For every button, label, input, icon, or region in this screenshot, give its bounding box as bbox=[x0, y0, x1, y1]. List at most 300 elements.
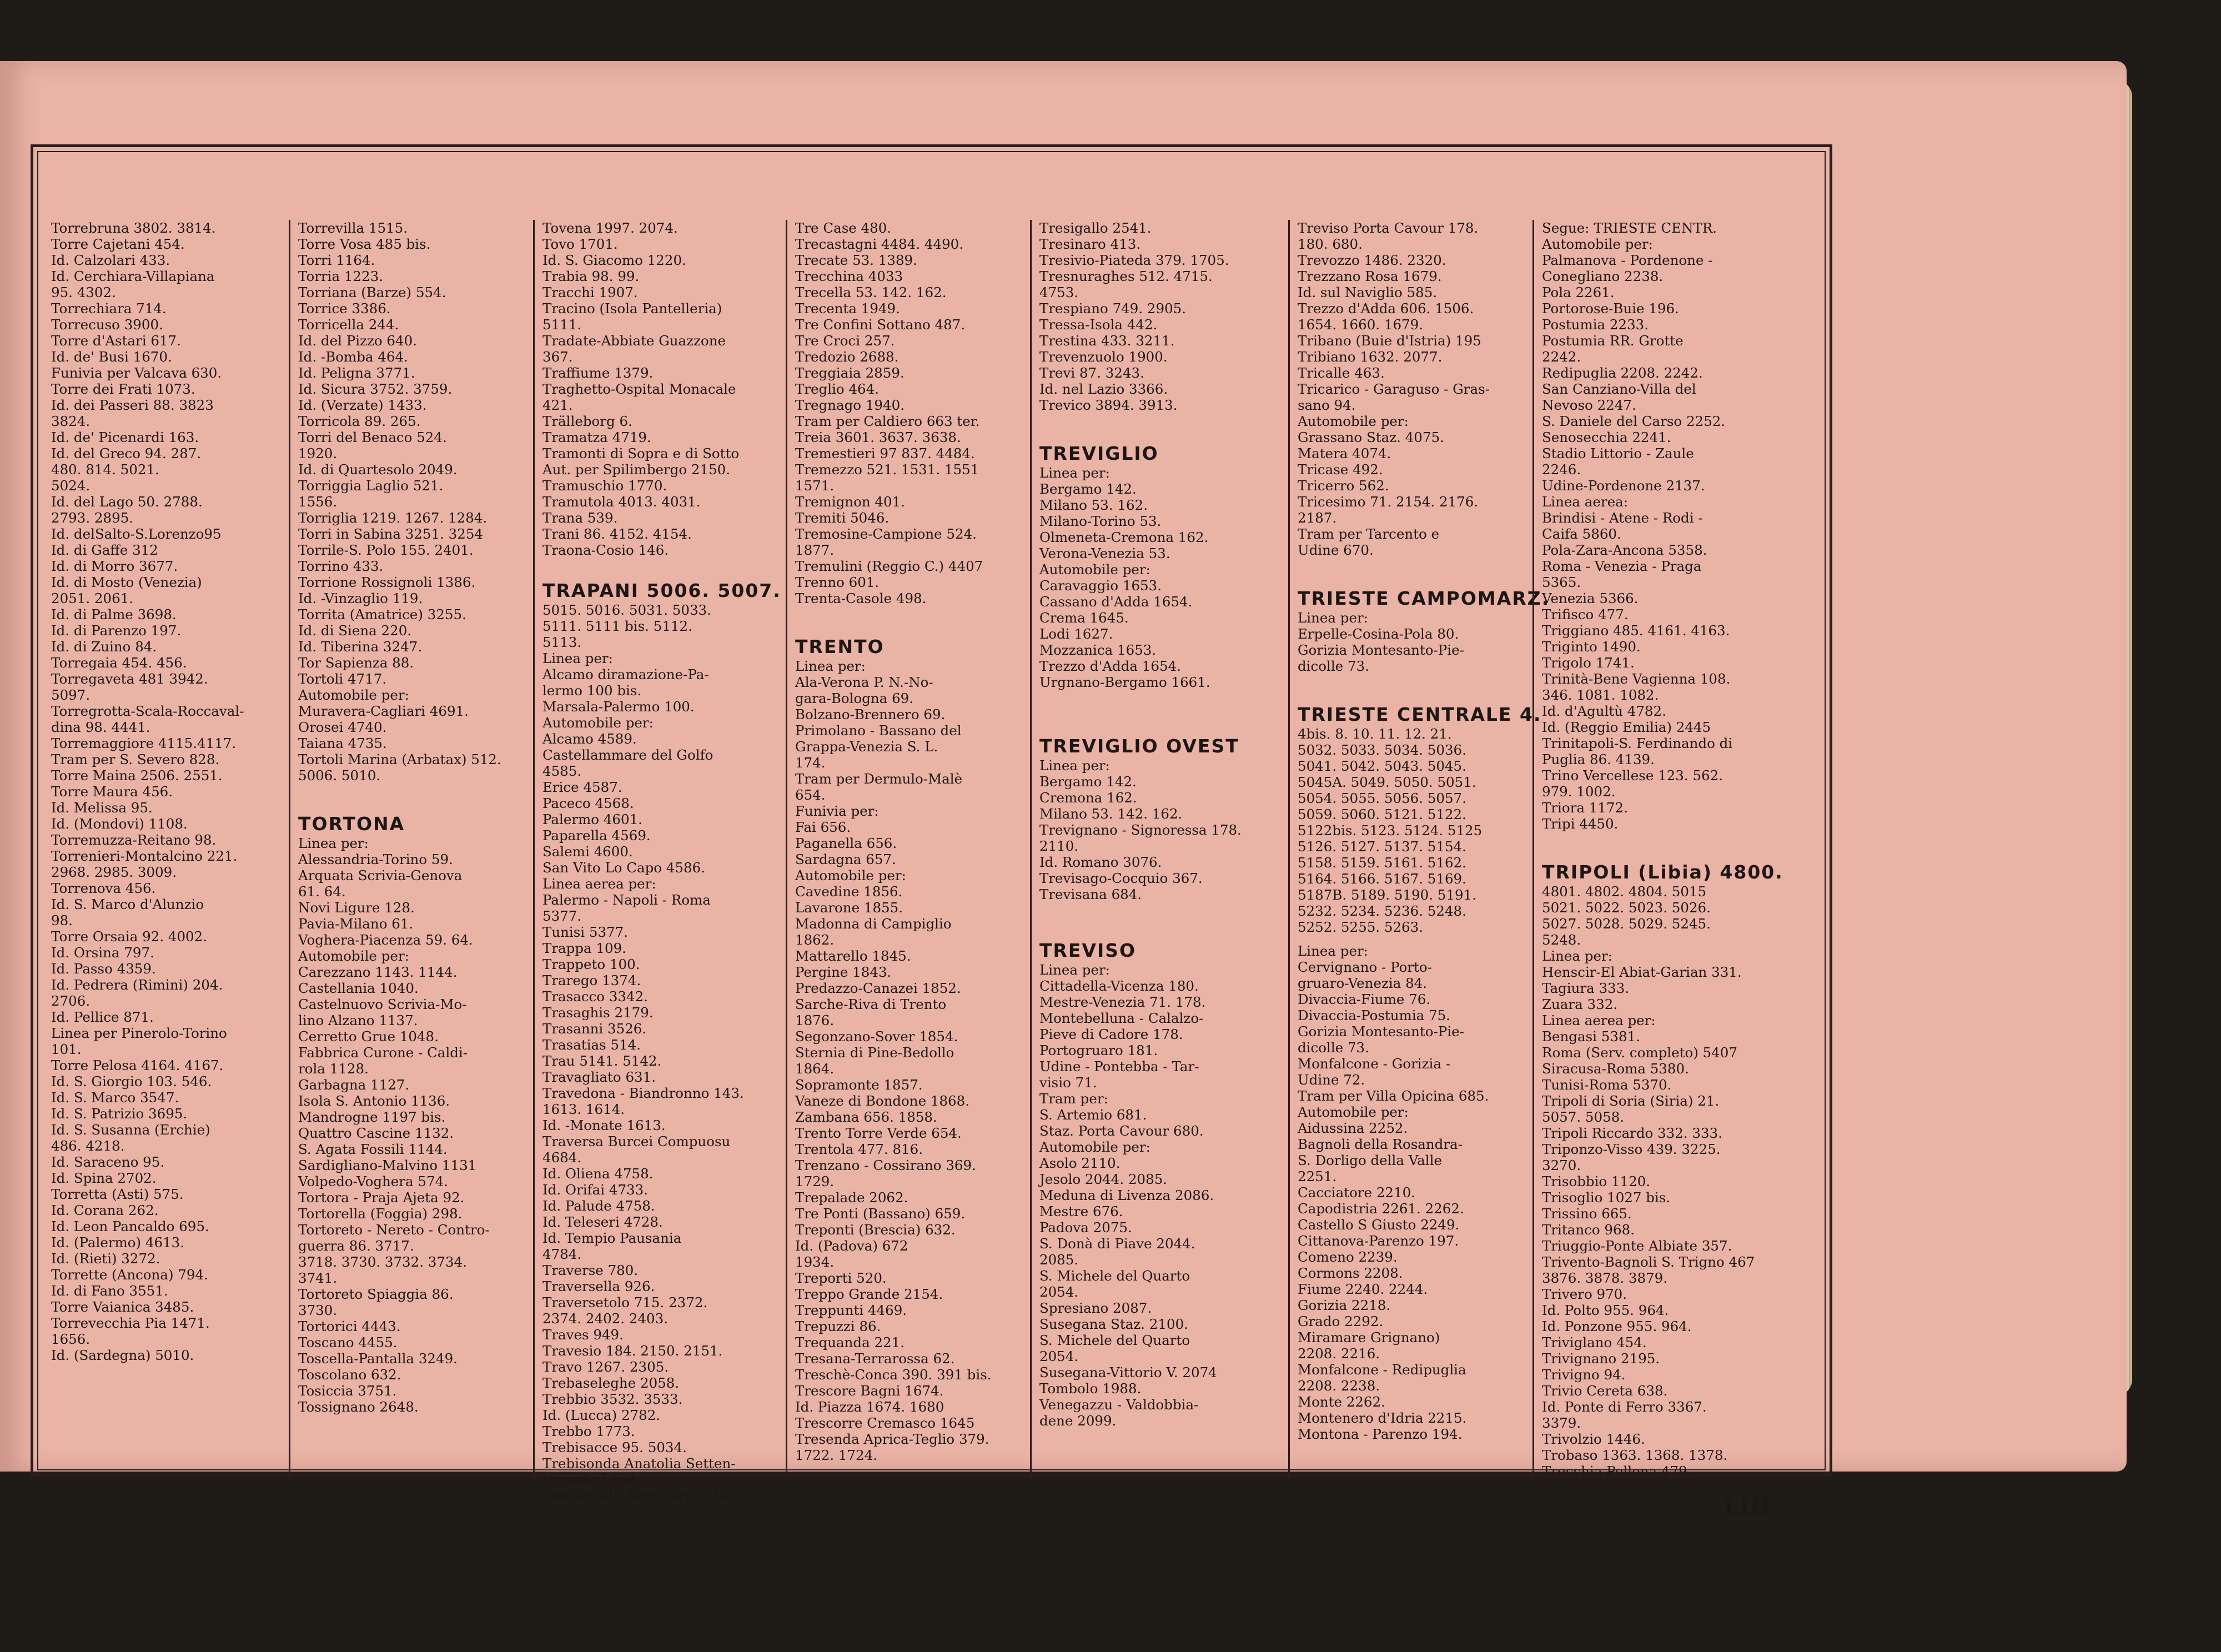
section-heading: TORTONA bbox=[298, 813, 405, 835]
index-entry: Id. Polto 955. 964. bbox=[1542, 1302, 1669, 1318]
index-entry: Travo 1267. 2305. bbox=[542, 1359, 669, 1375]
index-entry: Torremaggiore 4115.4117. bbox=[51, 735, 237, 751]
section-heading: TREVISO bbox=[1039, 940, 1137, 961]
index-entry: Torricella 244. bbox=[298, 317, 399, 333]
index-entry: Verona-Venezia 53. bbox=[1039, 545, 1170, 561]
index-entry: Trinitapoli-S. Ferdinando di bbox=[1542, 735, 1733, 751]
index-entry: Isola S. Antonio 1136. bbox=[298, 1093, 450, 1109]
index-entry: Montebelluna - Calalzo- bbox=[1039, 1010, 1204, 1026]
index-entry: Tre Croci 257. bbox=[795, 333, 895, 349]
index-entry: Automobile per: bbox=[298, 687, 409, 703]
index-entry: Tramatza 4719. bbox=[542, 429, 651, 445]
index-entry bbox=[795, 606, 1024, 614]
index-entry: Staz. Porta Cavour 680. bbox=[1039, 1123, 1204, 1139]
index-entry: Cremona 162. bbox=[1039, 790, 1137, 806]
index-entry: Trivignano 2195. bbox=[1542, 1350, 1660, 1367]
index-entry: S. Michele del Quarto bbox=[1039, 1268, 1190, 1284]
index-entry bbox=[1298, 674, 1527, 682]
index-entry: Udine 72. bbox=[1298, 1072, 1365, 1088]
index-entry: Trenta-Casole 498. bbox=[795, 590, 927, 606]
index-entry: Trivigno 94. bbox=[1542, 1367, 1626, 1383]
index-entry: Id. Tempio Pausania bbox=[542, 1230, 682, 1246]
index-entry: Id. Sicura 3752. 3759. bbox=[298, 381, 453, 397]
index-entry: Automobile per: bbox=[1298, 413, 1409, 429]
index-entry: Tre Ponti (Bassano) 659. bbox=[795, 1206, 966, 1222]
index-entry bbox=[298, 791, 527, 799]
index-entry: Trigolo 1741. bbox=[1542, 655, 1635, 671]
index-entry: Torricola 89. 265. bbox=[298, 413, 421, 429]
index-entry: Linea per: bbox=[542, 650, 613, 666]
index-entry: 1556. bbox=[298, 494, 338, 510]
index-entry: Trecenta 1949. bbox=[795, 300, 900, 317]
index-entry bbox=[1298, 682, 1527, 690]
index-entry: Padova 2075. bbox=[1039, 1219, 1132, 1236]
index-entry: Torri in Sabina 3251. 3254 bbox=[298, 526, 483, 542]
index-entry: Id. Passo 4359. bbox=[51, 961, 156, 977]
index-entry: S. Michele del Quarto bbox=[1039, 1332, 1190, 1348]
index-entry: Id. S. Giacomo 1220. bbox=[542, 252, 686, 268]
index-entry: 367. bbox=[542, 349, 573, 365]
index-entry: Castellammare del Golfo bbox=[542, 747, 713, 763]
index-entry: 98. bbox=[51, 912, 73, 928]
index-entry: Aidussina 2252. bbox=[1298, 1120, 1408, 1136]
index-entry: 2968. 2985. 3009. bbox=[51, 864, 177, 880]
index-entry: Trivio Cereta 638. bbox=[1542, 1383, 1668, 1399]
index-entry: 5122bis. 5123. 5124. 5125 bbox=[1298, 822, 1483, 838]
index-entry: 5365. bbox=[1542, 574, 1581, 590]
index-entry: Tor Sapienza 88. bbox=[298, 655, 414, 671]
index-entry: Arquata Scrivia-Genova bbox=[298, 867, 463, 883]
index-entry: 5232. 5234. 5236. 5248. bbox=[1298, 903, 1466, 919]
index-entry: Tossignano 2648. bbox=[298, 1399, 419, 1415]
index-entry: Tricarico - Garaguso - Gras- bbox=[1298, 381, 1490, 397]
index-entry: Olmeneta-Cremona 162. bbox=[1039, 529, 1209, 545]
index-entry: Trecate 53. 1389. bbox=[795, 252, 917, 268]
index-entry: Crema 1645. bbox=[1039, 610, 1129, 626]
index-entry: Tresinaro 413. bbox=[1039, 236, 1141, 252]
index-entry: Tremiti 5046. bbox=[795, 510, 890, 526]
index-entry: Paparella 4569. bbox=[542, 827, 651, 843]
index-entry: Spresiano 2087. bbox=[1039, 1300, 1152, 1316]
index-entry: Trevenzuolo 1900. bbox=[1039, 349, 1168, 365]
index-entry: Torria 1223. bbox=[298, 268, 383, 284]
index-entry: Trepuzzi 86. bbox=[795, 1318, 881, 1334]
index-entry: 5111. 5111 bis. 5112. bbox=[542, 618, 692, 634]
index-entry: Cassano d'Adda 1654. bbox=[1039, 594, 1193, 610]
index-entry: Linea per: bbox=[1039, 962, 1110, 978]
index-entry: 95. 4302. bbox=[51, 284, 116, 300]
index-entry: Conegliano 2238. bbox=[1542, 268, 1664, 284]
index-entry: 3270. bbox=[1542, 1157, 1581, 1173]
index-entry: Tunisi-Roma 5370. bbox=[1542, 1077, 1672, 1093]
index-entry: Id. di Parenzo 197. bbox=[51, 622, 182, 639]
index-entry: Tram per Villa Opicina 685. bbox=[1298, 1088, 1489, 1104]
index-entry: Trasatias 514. bbox=[542, 1037, 641, 1053]
index-entry: 480. 814. 5021. bbox=[51, 461, 159, 478]
index-entry: Id. Pedrera (Rimini) 204. bbox=[51, 977, 223, 993]
index-entry: Id. (Verzate) 1433. bbox=[298, 397, 427, 413]
index-entry: Zambana 656. 1858. bbox=[795, 1109, 937, 1125]
index-entry: Traffiume 1379. bbox=[542, 365, 654, 381]
index-entry: S. Agata Fossili 1144. bbox=[298, 1141, 448, 1157]
index-column bbox=[533, 220, 786, 1504]
index-entry: Fai 656. bbox=[795, 819, 851, 835]
index-entry: 2054. bbox=[1039, 1348, 1079, 1364]
index-entry: 4801. 4802. 4804. 5015 bbox=[1542, 883, 1707, 900]
index-entry: Torretta (Asti) 575. bbox=[51, 1186, 184, 1202]
index-entry: Trevisago-Cocquio 367. bbox=[1039, 870, 1203, 886]
index-entry: Zuara 332. bbox=[1542, 996, 1618, 1012]
index-entry: Treia 3601. 3637. 3638. bbox=[795, 429, 961, 445]
index-entry: Triggiano 485. 4161. 4163. bbox=[1542, 622, 1730, 639]
index-entry: Trasanni 3526. bbox=[542, 1021, 647, 1037]
index-entry bbox=[1298, 935, 1527, 943]
index-entry bbox=[1039, 918, 1283, 926]
index-entry: Cacciatore 2210. bbox=[1298, 1184, 1415, 1201]
index-entry: Henscir-El Abiat-Garian 331. bbox=[1542, 964, 1742, 980]
index-entry: Cervignano - Porto- bbox=[1298, 959, 1432, 975]
index-entry: Trevisana 684. bbox=[1039, 886, 1142, 902]
index-entry: Divaccia-Fiume 76. bbox=[1298, 991, 1431, 1007]
index-entry: Jesolo 2044. 2085. bbox=[1039, 1171, 1168, 1187]
index-entry: Torri del Benaco 524. bbox=[298, 429, 447, 445]
index-entry: 2187. bbox=[1298, 510, 1337, 526]
index-entry: Automobile per: bbox=[542, 715, 654, 731]
section-heading: TRIESTE CAMPOMARZ. bbox=[1298, 588, 1550, 609]
index-entry: Udine 670. bbox=[1298, 542, 1374, 558]
index-entry: Gorizia Montesanto-Pie- bbox=[1298, 1023, 1464, 1040]
index-entry: Trentola 477. 816. bbox=[795, 1141, 923, 1157]
index-entry: Id. -Bomba 464. bbox=[298, 349, 408, 365]
index-entry: 2110. bbox=[1039, 838, 1079, 854]
index-entry: Id. sul Naviglio 585. bbox=[1298, 284, 1438, 300]
index-entry: Mestre 676. bbox=[1039, 1203, 1123, 1219]
index-entry: Traves 949. bbox=[542, 1327, 624, 1343]
index-entry: Id. S. Marco 3547. bbox=[51, 1089, 179, 1106]
index-entry: Treglio 464. bbox=[795, 381, 879, 397]
index-entry: Portogruaro 181. bbox=[1039, 1042, 1158, 1058]
index-entry: Venezia 5366. bbox=[1542, 590, 1639, 606]
index-entry: Trento Torre Verde 654. bbox=[795, 1125, 962, 1141]
index-entry: Linea per: bbox=[795, 658, 866, 674]
index-entry: Meduna di Livenza 2086. bbox=[1039, 1187, 1214, 1203]
index-entry: Trenzano - Cossirano 369. bbox=[795, 1157, 976, 1173]
index-entry: Toscolano 632. bbox=[298, 1367, 401, 1383]
index-entry: Linea per: bbox=[1298, 943, 1368, 959]
index-entry: Torre Vaianica 3485. bbox=[51, 1299, 194, 1315]
index-entry: Treppunti 4469. bbox=[795, 1302, 907, 1318]
index-entry: Id. Piazza 1674. 1680 bbox=[795, 1399, 944, 1415]
index-entry: Trecella 53. 142. 162. bbox=[795, 284, 947, 300]
index-entry: Volpedo-Voghera 574. bbox=[298, 1173, 448, 1189]
index-entry: 3730. bbox=[298, 1302, 338, 1318]
index-entry: Torrevecchia Pia 1471. bbox=[51, 1315, 210, 1331]
index-entry: Tunisi 5377. bbox=[542, 924, 629, 940]
index-entry: Traversa Burcei Compuosu bbox=[542, 1133, 731, 1149]
index-entry: Id. di Zuino 84. bbox=[51, 639, 157, 655]
index-entry: Trälleborg 6. bbox=[542, 413, 632, 429]
index-entry: Tram per: bbox=[1039, 1091, 1108, 1107]
index-entry: Id. d'Agultù 4782. bbox=[1542, 703, 1666, 719]
index-entry: 5377. bbox=[542, 908, 582, 924]
section-heading: TREVIGLIO OVEST bbox=[1039, 735, 1239, 757]
index-entry: dicolle 73. bbox=[1298, 1040, 1369, 1056]
index-entry: Torriana (Barze) 554. bbox=[298, 284, 446, 300]
index-entry: 5126. 5127. 5137. 5154. bbox=[1298, 838, 1466, 855]
index-entry: TreCancelli-Seminario 2785 bbox=[542, 1488, 736, 1504]
section-heading: TRENTO bbox=[795, 636, 885, 657]
index-entry: Trezzo d'Adda 606. 1506. bbox=[1298, 300, 1474, 317]
index-entry: Torrione Rossignoli 1386. bbox=[298, 574, 476, 590]
index-entry: 5045A. 5049. 5050. 5051. bbox=[1298, 774, 1476, 790]
index-column bbox=[289, 220, 533, 1480]
index-entry: Capodistria 2261. 2262. bbox=[1298, 1201, 1464, 1217]
index-entry: Trevozzo 1486. 2320. bbox=[1298, 252, 1446, 268]
index-entry: Tram per Tarcento e bbox=[1298, 526, 1440, 542]
index-entry: S. Artemio 681. bbox=[1039, 1107, 1147, 1123]
index-entry: Id. de' Picenardi 163. bbox=[51, 429, 199, 445]
index-entry: gara-Bologna 69. bbox=[795, 690, 914, 706]
index-entry: San Canziano-Villa del bbox=[1542, 381, 1696, 397]
index-entry: Monte 2262. bbox=[1298, 1394, 1385, 1410]
index-entry: Udine - Pontebba - Tar- bbox=[1039, 1058, 1199, 1074]
index-entry: 5059. 5060. 5121. 5122. bbox=[1298, 806, 1466, 822]
index-entry: Traona-Cosio 146. bbox=[542, 542, 669, 558]
index-entry: Tortoli 4717. bbox=[298, 671, 387, 687]
index-entry: Tramutola 4013. 4031. bbox=[542, 494, 701, 510]
index-entry: Id. Tiberina 3247. bbox=[298, 639, 423, 655]
index-entry: Segonzano-Sover 1854. bbox=[795, 1028, 958, 1045]
index-entry: Id. S. Patrizio 3695. bbox=[51, 1106, 188, 1122]
index-entry: Trau 5141. 5142. bbox=[542, 1053, 662, 1069]
index-entry: Id. di Palme 3698. bbox=[51, 606, 177, 622]
index-entry: Tremulini (Reggio C.) 4407 bbox=[795, 558, 983, 574]
index-entry: Torregaveta 481 3942. bbox=[51, 671, 208, 687]
index-entry: Trescore Bagni 1674. bbox=[795, 1383, 944, 1399]
index-entry: Torre Pelosa 4164. 4167. bbox=[51, 1057, 224, 1073]
index-entry: Tortoreto - Nereto - Contro- bbox=[298, 1222, 490, 1238]
index-entry: Trevico 3894. 3913. bbox=[1039, 397, 1178, 413]
index-entry: Lodi 1627. bbox=[1039, 626, 1113, 642]
index-entry: Torregrotta-Scala-Roccaval- bbox=[51, 703, 244, 719]
index-entry: Milano-Torino 53. bbox=[1039, 513, 1162, 529]
index-entry: Torrebruna 3802. 3814. bbox=[51, 220, 216, 236]
index-entry: 5187B. 5189. 5190. 5191. bbox=[1298, 887, 1476, 903]
index-entry: Id. Spina 2702. bbox=[51, 1170, 157, 1186]
index-entry: Tre Case 480. bbox=[795, 220, 892, 236]
index-entry: Muravera-Cagliari 4691. bbox=[298, 703, 469, 719]
index-entry: Asolo 2110. bbox=[1039, 1155, 1120, 1171]
index-entry: Alcamo diramazione-Pa- bbox=[542, 666, 709, 682]
index-entry: Treggiaia 2859. bbox=[795, 365, 905, 381]
index-entry bbox=[1542, 832, 1821, 840]
index-entry: Sardagna 657. bbox=[795, 851, 896, 867]
index-entry: Tribiano 1632. 2077. bbox=[1298, 349, 1443, 365]
index-entry: Trifisco 477. bbox=[1542, 606, 1629, 622]
index-column bbox=[1532, 220, 1827, 1480]
index-entry: Travesio 184. 2150. 2151. bbox=[542, 1343, 723, 1359]
index-entry: Torri 1164. bbox=[298, 252, 375, 268]
index-entry: Tram per Caldiero 663 ter. bbox=[795, 413, 980, 429]
index-entry: Trivolzio 1446. bbox=[1542, 1431, 1645, 1447]
index-entry: trionale 5069. bbox=[542, 1472, 640, 1488]
index-entry: Torriglia 1219. 1267. 1284. bbox=[298, 510, 488, 526]
index-entry: Bolzano-Brennero 69. bbox=[795, 706, 946, 722]
index-entry: Id. di Fano 3551. bbox=[51, 1283, 168, 1299]
index-entry: Torrile-S. Polo 155. 2401. bbox=[298, 542, 474, 558]
index-entry: Triginto 1490. bbox=[1542, 639, 1641, 655]
index-entry: Castelnuovo Scrivia-Mo- bbox=[298, 996, 467, 1012]
index-entry: 4753. bbox=[1039, 284, 1079, 300]
index-entry: 5024. bbox=[51, 478, 91, 494]
index-entry: Linea aerea per: bbox=[1542, 1012, 1656, 1028]
index-entry: 2251. bbox=[1298, 1168, 1337, 1184]
index-entry: Montenero d'Idria 2215. bbox=[1298, 1410, 1467, 1426]
index-entry: Monfalcone - Gorizia - bbox=[1298, 1056, 1451, 1072]
index-entry: Paceco 4568. bbox=[542, 795, 634, 811]
index-entry: Predazzo-Canazei 1852. bbox=[795, 980, 961, 996]
index-entry: Id. del Greco 94. 287. bbox=[51, 445, 202, 461]
index-entry: Id. (Mondovi) 1108. bbox=[51, 816, 188, 832]
index-entry: Trepalade 2062. bbox=[795, 1189, 908, 1206]
index-entry: Divaccia-Postumia 75. bbox=[1298, 1007, 1450, 1023]
index-entry: Alcamo 4589. bbox=[542, 731, 637, 747]
index-entry: Trenno 601. bbox=[795, 574, 880, 590]
index-entry: Palermo 4601. bbox=[542, 811, 642, 827]
index-entry: Tremezzo 521. 1531. 1551 bbox=[795, 461, 979, 478]
index-entry: 1920. bbox=[298, 445, 338, 461]
index-entry: lermo 100 bis. bbox=[542, 682, 642, 699]
index-entry: 979. 1002. bbox=[1542, 784, 1616, 800]
index-entry: Id. (Rieti) 3272. bbox=[51, 1251, 160, 1267]
index-entry: Voghera-Piacenza 59. 64. bbox=[298, 932, 473, 948]
index-entry: dene 2099. bbox=[1039, 1413, 1117, 1429]
index-entry bbox=[1039, 902, 1283, 910]
index-entry: Tremestieri 97 837. 4484. bbox=[795, 445, 975, 461]
index-entry: Madonna di Campiglio bbox=[795, 916, 952, 932]
index-entry: Trequanda 221. bbox=[795, 1334, 905, 1350]
index-entry: Quattro Cascine 1132. bbox=[298, 1125, 454, 1141]
index-entry: 1571. bbox=[795, 478, 835, 494]
index-entry: Bagnoli della Rosandra- bbox=[1298, 1136, 1463, 1152]
index-entry: Trevi 87. 3243. bbox=[1039, 365, 1144, 381]
index-entry: Palermo - Napoli - Roma bbox=[542, 892, 711, 908]
index-entry: Id. S. Susanna (Erchie) bbox=[51, 1122, 210, 1138]
index-entry: Postumia 2233. bbox=[1542, 317, 1649, 333]
index-entry: Automobile per: bbox=[298, 948, 409, 964]
index-entry: Postumia RR. Grotte bbox=[1542, 333, 1684, 349]
index-entry: 2208. 2216. bbox=[1298, 1345, 1380, 1362]
index-entry: Tremosine-Campione 524. bbox=[795, 526, 977, 542]
index-entry: Trissino 665. bbox=[1542, 1206, 1632, 1222]
index-entry: 1729. bbox=[795, 1173, 835, 1189]
index-entry: dicolle 73. bbox=[1298, 658, 1369, 674]
index-entry: Tram per S. Severo 828. bbox=[51, 751, 220, 767]
index-entry: Palmanova - Pordenone - bbox=[1542, 252, 1713, 268]
index-entry: Tresivio-Piateda 379. 1705. bbox=[1039, 252, 1229, 268]
index-entry: 2374. 2402. 2403. bbox=[542, 1310, 668, 1327]
index-entry: 5097. bbox=[51, 687, 91, 703]
index-entry: Cittadella-Vicenza 180. bbox=[1039, 978, 1199, 994]
index-entry: Id. (Lucca) 2782. bbox=[542, 1407, 661, 1423]
index-entry: Tombolo 1988. bbox=[1039, 1380, 1142, 1397]
index-entry: 1613. 1614. bbox=[542, 1101, 625, 1117]
index-entry: Linea per Pinerolo-Torino bbox=[51, 1025, 227, 1041]
index-entry: 421. bbox=[542, 397, 573, 413]
index-entry: Treponti (Brescia) 632. bbox=[795, 1222, 956, 1238]
index-entry: Torregaia 454. 456. bbox=[51, 655, 187, 671]
index-entry: sano 94. bbox=[1298, 397, 1356, 413]
index-entry: 4bis. 8. 10. 11. 12. 21. bbox=[1298, 726, 1452, 742]
index-entry: guerra 86. 3717. bbox=[298, 1238, 414, 1254]
index-entry: lino Alzano 1137. bbox=[298, 1012, 418, 1028]
index-entry: Tramonti di Sopra e di Sotto bbox=[542, 445, 740, 461]
index-entry: Id. Orifai 4733. bbox=[542, 1182, 649, 1198]
index-column bbox=[1030, 220, 1288, 1480]
index-entry: Vaneze di Bondone 1868. bbox=[795, 1093, 970, 1109]
index-entry: Nevoso 2247. bbox=[1542, 397, 1636, 413]
index-entry: 2208. 2238. bbox=[1298, 1378, 1380, 1394]
index-entry: Trebisonda Anatolia Setten- bbox=[542, 1455, 736, 1472]
index-entry: 346. 1081. 1082. bbox=[1542, 687, 1659, 703]
index-entry: Linea per: bbox=[1542, 948, 1612, 964]
index-entry: 1864. bbox=[795, 1061, 835, 1077]
index-entry: 654. bbox=[795, 787, 826, 803]
index-entry: Traghetto-Ospital Monacale bbox=[542, 381, 736, 397]
index-entry: Id. Melissa 95. bbox=[51, 800, 153, 816]
index-entry: Fiume 2240. 2244. bbox=[1298, 1281, 1428, 1297]
index-entry: Trebbo 1773. bbox=[542, 1423, 635, 1439]
index-entry: Castello S Giusto 2249. bbox=[1298, 1217, 1460, 1233]
index-entry: Id. di Morro 3677. bbox=[51, 558, 178, 574]
index-entry: Portorose-Buie 196. bbox=[1542, 300, 1679, 317]
index-entry: gruaro-Venezia 84. bbox=[1298, 975, 1428, 991]
index-entry: Trezzo d'Adda 1654. bbox=[1039, 658, 1181, 674]
index-entry: Linea per: bbox=[1039, 465, 1110, 481]
index-entry: 5164. 5166. 5167. 5169. bbox=[1298, 871, 1466, 887]
index-entry: Torre Maina 2506. 2551. bbox=[51, 767, 223, 784]
index-entry bbox=[1039, 698, 1283, 706]
index-entry: Id. del Pizzo 640. bbox=[298, 333, 417, 349]
index-entry: 1656. bbox=[51, 1331, 91, 1347]
index-entry: Tracchi 1907. bbox=[542, 284, 638, 300]
index-entry: Fabbrica Curone - Caldi- bbox=[298, 1045, 468, 1061]
index-entry: Sopramonte 1857. bbox=[795, 1077, 923, 1093]
index-entry: Gorizia 2218. bbox=[1298, 1297, 1391, 1313]
index-entry: Torre Cajetani 454. bbox=[51, 236, 185, 252]
index-entry: Treporti 520. bbox=[795, 1270, 887, 1286]
index-entry: Linea per: bbox=[298, 835, 369, 851]
index-entry bbox=[1298, 558, 1527, 566]
index-entry: 2793. 2895. bbox=[51, 510, 134, 526]
index-entry: Traversetolo 715. 2372. bbox=[542, 1294, 708, 1310]
index-entry: San Vito Lo Capo 4586. bbox=[542, 860, 705, 876]
index-entry: Tortorella (Foggia) 298. bbox=[298, 1206, 463, 1222]
index-entry: Lavarone 1855. bbox=[795, 900, 903, 916]
index-entry: Torrette (Ancona) 794. bbox=[51, 1267, 208, 1283]
index-entry: Cavedine 1856. bbox=[795, 883, 903, 900]
index-entry: Id. di Siena 220. bbox=[298, 622, 412, 639]
index-entry: 2054. bbox=[1039, 1284, 1079, 1300]
index-entry: Sternia di Pine-Bedollo bbox=[795, 1045, 954, 1061]
index-entry: Taiana 4735. bbox=[298, 735, 387, 751]
index-entry: Cittanova-Parenzo 197. bbox=[1298, 1233, 1459, 1249]
index-entry: Pavia-Milano 61. bbox=[298, 916, 414, 932]
index-entry: Milano 53. 162. bbox=[1039, 497, 1148, 513]
index-entry: 3379. bbox=[1542, 1415, 1581, 1431]
index-entry: Id. S. Marco d'Alunzio bbox=[51, 896, 204, 912]
index-entry: 2246. bbox=[1542, 461, 1581, 478]
